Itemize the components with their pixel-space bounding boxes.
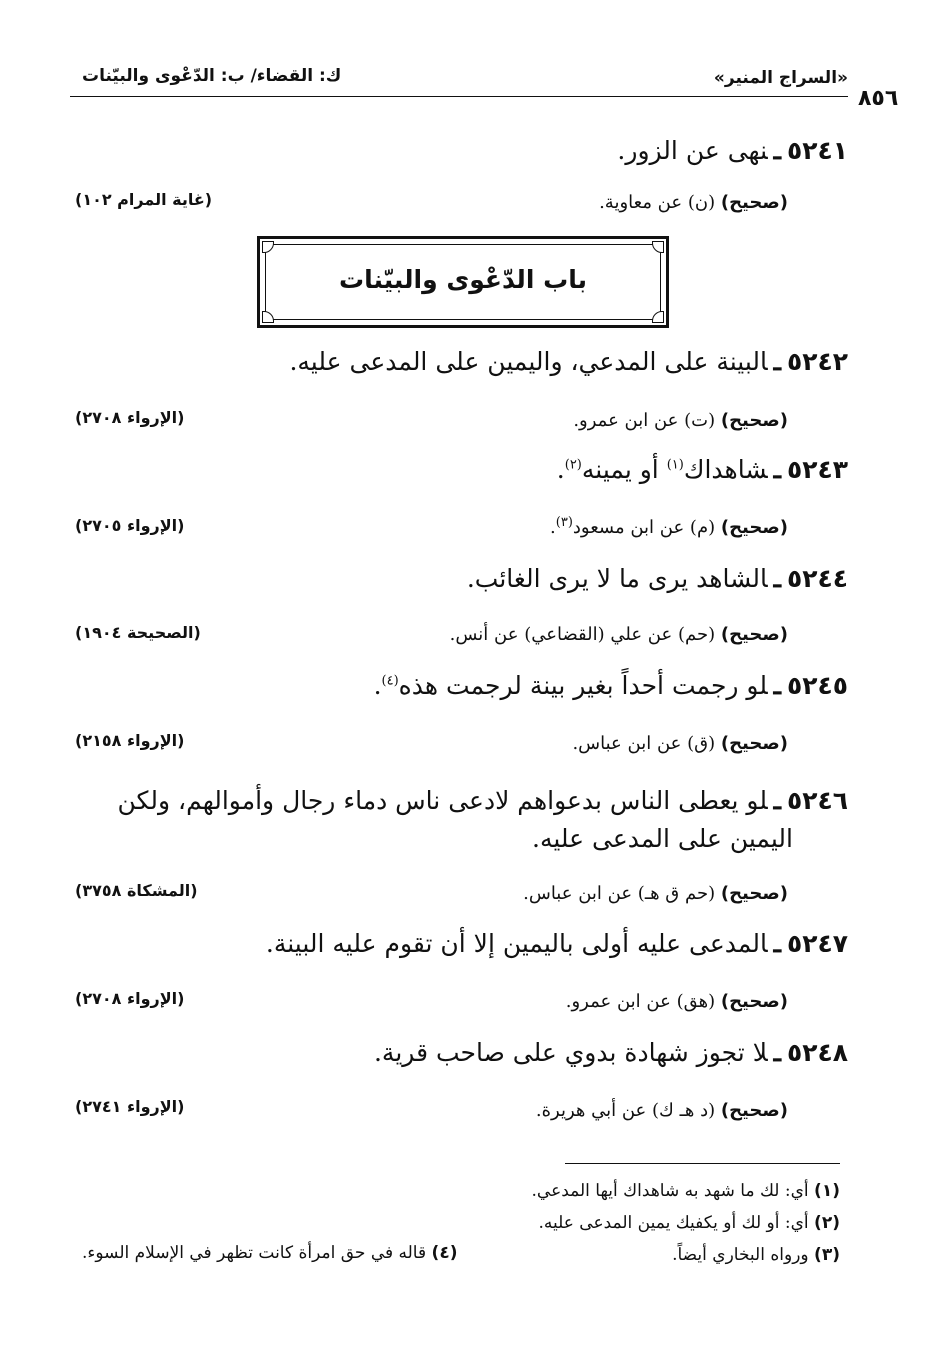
hadith-5242: ٥٢٤٢ـالبينة على المدعي، واليمين على المدعى عليه. xyxy=(289,347,848,376)
hadith-text: لو رجمت أحداً بغير بينة لرجمت هذه xyxy=(398,671,768,700)
hadith-5244: ٥٢٤٤ـالشاهد يرى ما لا يرى الغائب. xyxy=(466,564,848,593)
chapter-title-box xyxy=(257,236,669,328)
hadith-number: ٥٢٤٢ xyxy=(786,347,848,376)
footnote-text: قاله في حق امرأة كانت تظهر في الإسلام السوء. xyxy=(82,1243,427,1263)
hadith-5247: ٥٢٤٧ـالمدعى عليه أولى باليمين إلا أن تقوم عليه البينة. xyxy=(265,929,848,958)
footnote-text: أي: لك ما شهد به شاهداك أيها المدعي. xyxy=(531,1181,809,1201)
grade-5242 xyxy=(573,410,788,431)
grade-5245 xyxy=(572,733,788,754)
footnote-marker[interactable]: (٣) xyxy=(555,515,573,530)
footnote-marker[interactable]: (٢) xyxy=(564,457,582,473)
hadith-5241: ٥٢٤١ـنهى عن الزور. xyxy=(617,136,848,165)
footnote-text: ورواه البخاري أيضاً. xyxy=(672,1245,809,1265)
grade-source: (د هـ ك) عن أبي هريرة. xyxy=(535,1100,716,1121)
grade-label: (صحيح) xyxy=(720,991,788,1012)
footnote-1 xyxy=(532,1181,840,1201)
running-header xyxy=(70,62,848,92)
grade-5244 xyxy=(450,624,788,645)
header-rule xyxy=(70,96,848,97)
grade-5243: (صحيح) (م) عن ابن مسعود$^{(٣)}$. xyxy=(550,515,788,538)
reference-5247: (الإرواء ٢٧٠٨) xyxy=(75,989,185,1008)
grade-5241 xyxy=(599,192,788,213)
footnote-3 xyxy=(672,1245,840,1265)
hadith-text: لا تجوز شهادة بدوي على صاحب قرية. xyxy=(373,1038,768,1067)
reference-5246: (المشكاة ٣٧٥٨) xyxy=(75,881,198,900)
book-title: «السراج المنير» xyxy=(713,68,848,88)
grade-source: (ن) عن معاوية. xyxy=(599,192,716,213)
footnote-number: (٣) xyxy=(814,1245,840,1265)
hadith-5245: ٥٢٤٥ـلو رجمت أحداً بغير بينة لرجمت هذه$^{(٤)}$. xyxy=(373,671,848,700)
footnote-number: (١) xyxy=(814,1181,840,1201)
footnote-number: (٢) xyxy=(814,1213,840,1233)
footnote-marker[interactable]: (٤) xyxy=(381,673,399,689)
hadith-text: شاهداك xyxy=(683,455,768,484)
hadith-text: الشاهد يرى ما لا يرى الغائب. xyxy=(466,564,768,593)
hadith-5246-continuation: اليمين على المدعى عليه. xyxy=(532,824,793,853)
hadith-number: ٥٢٤٦ xyxy=(786,786,848,815)
grade-label: (صحيح) xyxy=(720,410,788,431)
footnote-marker[interactable]: (١) xyxy=(666,457,684,473)
grade-label: (صحيح) xyxy=(720,883,788,904)
grade-source: (حم) عن علي (القضاعي) عن أنس. xyxy=(449,624,716,645)
reference-5244: (الصحيحة ١٩٠٤) xyxy=(75,623,201,642)
footnote-4 xyxy=(82,1243,457,1263)
hadith-number: ٥٢٤١ xyxy=(786,136,848,165)
page-number: ٨٥٦ xyxy=(858,86,899,111)
reference-5245: (الإرواء ٢١٥٨) xyxy=(75,731,185,750)
hadith-text: نهى عن الزور. xyxy=(617,136,768,165)
footnote-2 xyxy=(538,1213,840,1233)
hadith-5246: ٥٢٤٦ـلو يعطى الناس بدعواهم لادعى ناس دماء رجال وأموالهم، ولكن xyxy=(117,786,848,815)
reference-5248: (الإرواء ٢٧٤١) xyxy=(75,1097,185,1116)
hadith-number: ٥٢٤٥ xyxy=(786,671,848,700)
chapter-title: باب الدّعْوى والبيّنات xyxy=(339,265,587,294)
reference-5243: (الإرواء ٢٧٠٥) xyxy=(75,516,185,535)
hadith-text: البينة على المدعي، واليمين على المدعى عليه. xyxy=(289,347,768,376)
hadith-number: ٥٢٤٨ xyxy=(786,1038,848,1067)
grade-source: (هق) عن ابن عمرو. xyxy=(565,991,716,1012)
grade-5246 xyxy=(523,883,788,904)
hadith-5248: ٥٢٤٨ـلا تجوز شهادة بدوي على صاحب قرية. xyxy=(373,1038,848,1067)
hadith-number: ٥٢٤٤ xyxy=(786,564,848,593)
reference-5242: (الإرواء ٢٧٠٨) xyxy=(75,408,185,427)
grade-label: (صحيح) xyxy=(720,517,788,538)
hadith-5243: ٥٢٤٣ـشاهداك$^{(١)}$ أو يمينه$^{(٢)}$. xyxy=(556,455,848,484)
footnote-rule xyxy=(565,1163,840,1164)
grade-source: (حم ق هـ) عن ابن عباس. xyxy=(523,883,716,904)
hadith-text: لو يعطى الناس بدعواهم لادعى ناس دماء رجال وأموالهم، ولكن xyxy=(117,786,768,815)
grade-5248 xyxy=(536,1100,788,1121)
reference-5241: (غاية المرام ١٠٢) xyxy=(75,190,213,209)
grade-source: (م) عن ابن مسعود xyxy=(572,517,716,538)
grade-label: (صحيح) xyxy=(720,733,788,754)
grade-label: (صحيح) xyxy=(720,624,788,645)
grade-5247 xyxy=(566,991,788,1012)
footnote-text: أي: أو لك أو يكفيك يمين المدعى عليه. xyxy=(538,1213,809,1233)
footnote-number: (٤) xyxy=(431,1243,458,1263)
hadith-text: أو يمينه xyxy=(581,455,667,484)
chapter-reference: ك: القضاء/ ب: الدّعْوى والبيّنات xyxy=(82,66,342,86)
hadith-number: ٥٢٤٧ xyxy=(786,929,848,958)
grade-source: (ق) عن ابن عباس. xyxy=(572,733,716,754)
hadith-number: ٥٢٤٣ xyxy=(786,455,848,484)
grade-label: (صحيح) xyxy=(720,1100,788,1121)
grade-label: (صحيح) xyxy=(720,192,788,213)
hadith-text: المدعى عليه أولى باليمين إلا أن تقوم عليه البينة. xyxy=(265,929,768,958)
grade-source: (ت) عن ابن عمرو. xyxy=(573,410,716,431)
